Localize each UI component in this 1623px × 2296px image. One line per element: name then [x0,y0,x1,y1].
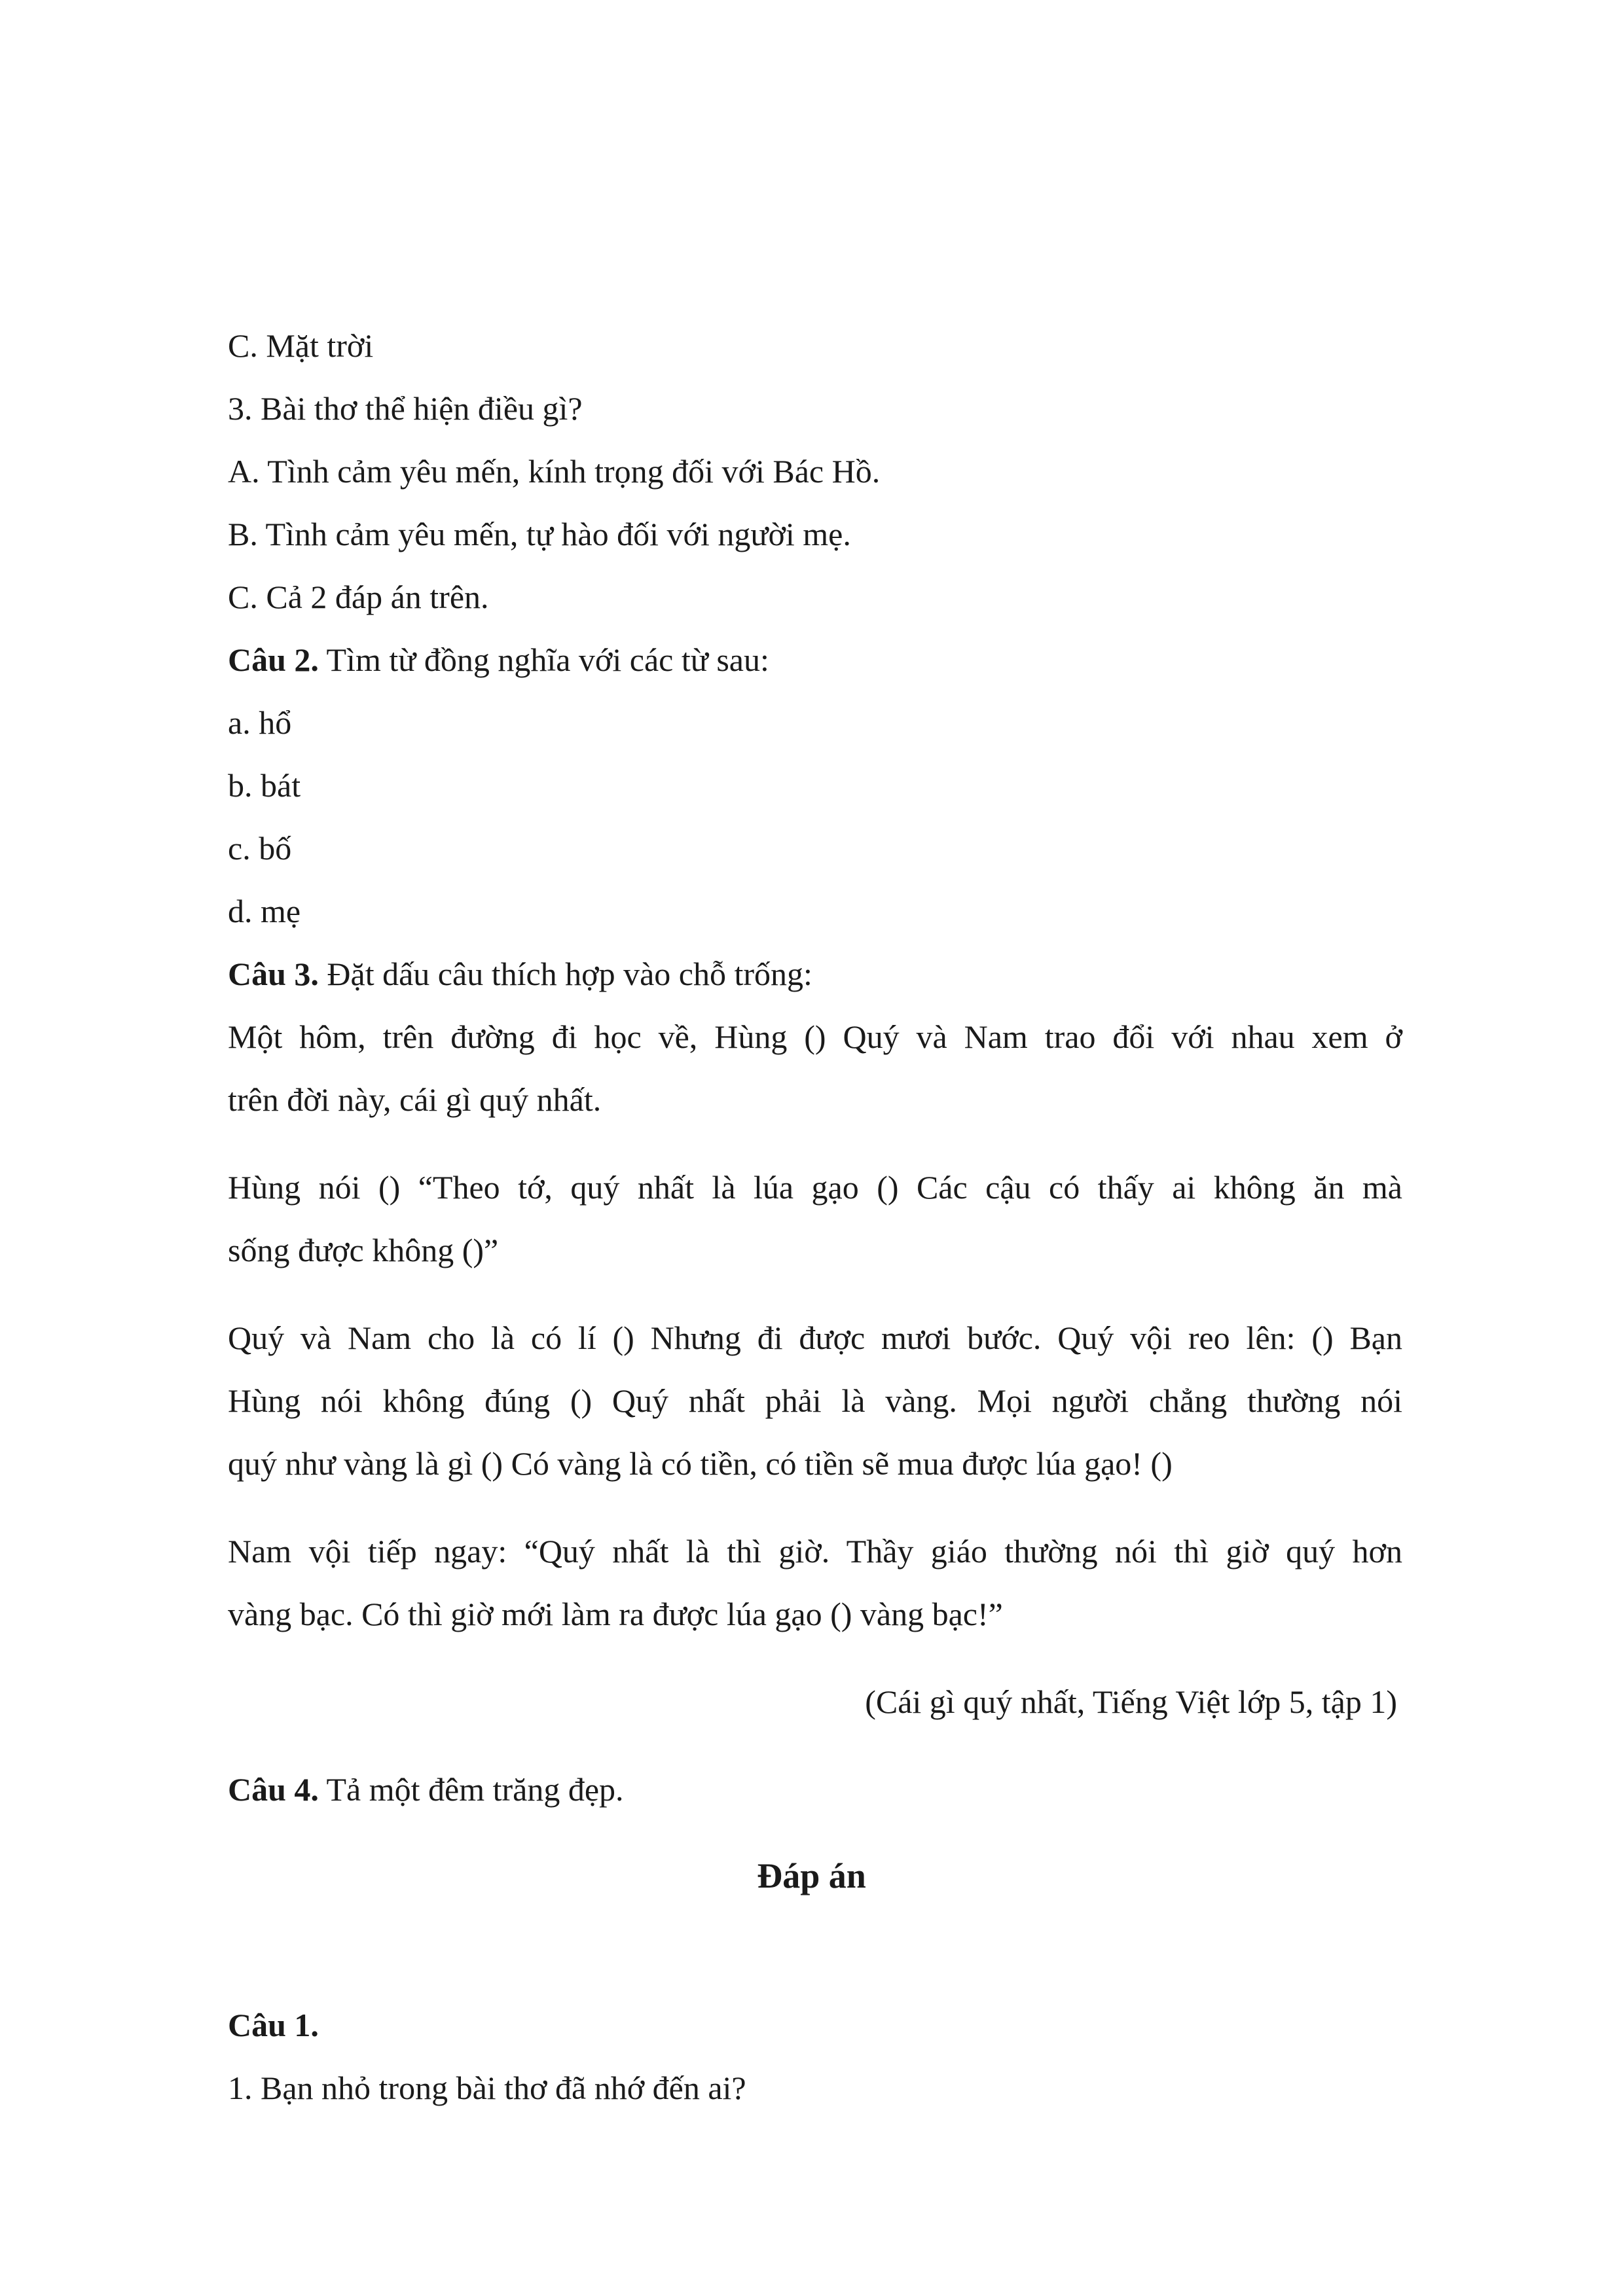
paragraph-3-line-2: Hùng nói không đúng () Quý nhất phải là vàng. Mọi người chẳng thường nói [228,1382,1402,1419]
paragraph-1-line-2: trên đời này, cái gì quý nhất. [228,1081,602,1118]
cau-2-item-b: b. bát [228,767,301,804]
answer-heading: Đáp án [757,1856,866,1895]
option-b: B. Tình cảm yêu mến, tự hào đối với người mẹ. [228,516,851,552]
cau-2-line [228,640,769,679]
option-a: A. Tình cảm yêu mến, kính trọng đối với Bác Hồ. [228,453,881,490]
paragraph-4-line-2: vàng bạc. Có thì giờ mới làm ra được lúa gạo () vàng bạc!” [228,1596,1003,1632]
cau-3-text: Đặt dấu câu thích hợp vào chỗ trống: [318,956,812,992]
paragraph-3-line-1: Quý và Nam cho là có lí () Nhưng đi được mươi bước. Quý vội reo lên: () Bạn [228,1319,1402,1356]
paragraph-2-line-2: sống được không ()” [228,1232,499,1268]
cau-2-item-d: d. mẹ [228,893,301,929]
paragraph-4-line-1: Nam vội tiếp ngay: “Quý nhất là thì giờ. Thầy giáo thường nói thì giờ quý hơn [228,1533,1402,1570]
cau-3-line [228,954,812,994]
cau-2-item-a: a. hổ [228,704,292,741]
cau-2-label: Câu 2. [228,641,319,678]
cau-2-item-c: c. bố [228,830,292,867]
answer-cau-1-label [228,2005,319,2045]
question-3-heading: 3. Bài thơ thể hiện điều gì? [228,390,583,427]
paragraph-2-line-1: Hùng nói () “Theo tớ, quý nhất là lúa gạo () Các cậu có thấy ai không ăn mà [228,1169,1402,1206]
answer-cau-1-bold: Câu 1. [228,2007,319,2043]
cau-4-label: Câu 4. [228,1771,319,1808]
source-citation: (Cái gì quý nhất, Tiếng Việt lớp 5, tập 1) [865,1683,1397,1720]
paragraph-1-line-1: Một hôm, trên đường đi học về, Hùng () Quý và Nam trao đổi với nhau xem ở [228,1018,1402,1055]
paragraph-3-line-3: quý như vàng là gì () Có vàng là có tiền, có tiền sẽ mua được lúa gạo! () [228,1445,1173,1482]
cau-3-label: Câu 3. [228,956,319,992]
answer-question-1: 1. Bạn nhỏ trong bài thơ đã nhớ đến ai? [228,2070,746,2106]
cau-4-text: Tả một đêm trăng đẹp. [318,1771,624,1808]
cau-2-text: Tìm từ đồng nghĩa với các từ sau: [318,641,769,678]
cau-4-line [228,1770,624,1809]
option-c-sun: C. Mặt trời [228,327,374,364]
option-c: C. Cả 2 đáp án trên. [228,579,489,615]
